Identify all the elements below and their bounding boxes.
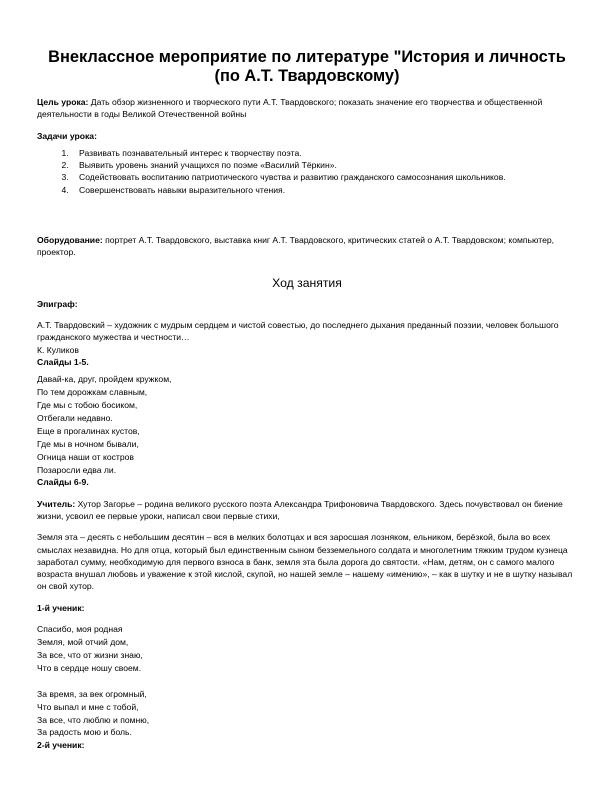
poem-line: За все, что от жизни знаю, — [37, 649, 143, 660]
task-item: 3. Содействовать воспитанию патриотического чувства и развитию гражданского самосознания школьников. — [71, 171, 577, 183]
slides-6-9-label: Слайды 6-9. — [37, 477, 89, 488]
equipment — [37, 234, 577, 259]
epigraph-label: Эпиграф: — [37, 298, 78, 309]
student-1-label: 1-й ученик: — [37, 602, 85, 613]
task-item: 2. Выявить уровень знаний учащихся по поэме «Василий Тёркин». — [71, 159, 577, 171]
poem-2-stanza-2 — [37, 688, 577, 740]
land-paragraph: Земля эта – десять с небольшим десятин – вся в мелких болотцах и вся заросшая лозняком, ельником, берёзкой, была во всех смыслах незавидна. Но для отца, который был единственным сыном безземельного солдата и многолетним тяжким трудом кузнеца заработал сумму, необходимую для первого взноса в банк, земля эта была дорога до святости. «Нам, детям, он с самого малого возраста внушал любовь и уважение к этой кислой, скупой, но нашей земле – нашему «имению», – как в шутку и не в шутку называл он свой хутор. — [37, 532, 573, 592]
teacher-label: Учитель: — [37, 498, 76, 509]
poem-line: За время, за век огромный, — [37, 688, 147, 699]
poem-line: Давай-ка, друг, пройдем кружком, — [37, 374, 172, 385]
teacher-text: Хутор Загорье – родина великого русского поэта Александра Трифоновича Твардовского. Здесь почувствовал он биение жизни, усвоил ее первые уроки, написал свои первые стихи, — [37, 498, 563, 521]
poem-line: По тем дорожкам славным, — [37, 387, 148, 398]
epigraph-text: А.Т. Твардовский – художник с мудрым сердцем и чистой совестью, до последнего дыхания преданный поэзии, человек большого гражданского мужества и честности… — [37, 319, 559, 343]
poem-line: За все, что люблю и помню, — [37, 714, 150, 725]
equipment-text: портрет А.Т. Твардовского, выставка книг А.Т. Твардовского, критических статей о А.Т. Твардовском; компьютер, проектор. — [37, 235, 555, 258]
lesson-goal — [37, 96, 577, 121]
poem-line: Позаросли едва ли. — [37, 464, 117, 475]
poem-line: Огница наши от костров — [37, 451, 134, 462]
poem-line: Где мы с тобою босиком, — [37, 399, 138, 410]
poem-2-stanza-1 — [37, 623, 577, 675]
poem-line: За радость мою и боль. — [37, 727, 132, 738]
poem-line: Земля, мой отчий дом, — [37, 636, 129, 647]
lesson-goal-label: Цель урока: — [37, 97, 89, 107]
task-item: 4. Совершенствовать навыки выразительного чтения. — [71, 184, 577, 196]
poem-line: Где мы в ночном бывали, — [37, 438, 139, 449]
poem-line: Что в сердце ношу своем. — [37, 662, 142, 673]
poem-line: Что выпал и мне с тобой, — [37, 701, 139, 712]
teacher-paragraph — [37, 498, 577, 523]
section-heading: Ход занятия — [272, 275, 342, 290]
poem-1 — [37, 373, 577, 476]
lesson-goal-text: Дать обзор жизненного и творческого пути А.Т. Твардовского; показать значение его творчества и общественной деятельности в годы Великой Отечественной войны — [37, 97, 543, 120]
page-title: Внеклассное мероприятие по литературе "История и личность (по А.Т. Твардовскому) — [48, 48, 566, 85]
epigraph-author: К. Куликов — [37, 344, 79, 355]
poem-line: Еще в прогалинах кустов, — [37, 425, 140, 436]
equipment-label: Оборудование: — [37, 235, 103, 246]
poem-line: Отбегали недавно. — [37, 412, 113, 423]
task-item: 1. Развивать познавательный интерес к творчеству поэта. — [71, 147, 577, 159]
tasks-list — [37, 147, 577, 196]
poem-line: Спасибо, моя родная — [37, 624, 123, 635]
tasks-label: Задачи урока: — [37, 130, 97, 141]
document-page — [37, 48, 577, 752]
student-2-label: 2-й ученик: — [37, 740, 85, 751]
slides-1-5-label: Слайды 1-5. — [37, 356, 89, 367]
